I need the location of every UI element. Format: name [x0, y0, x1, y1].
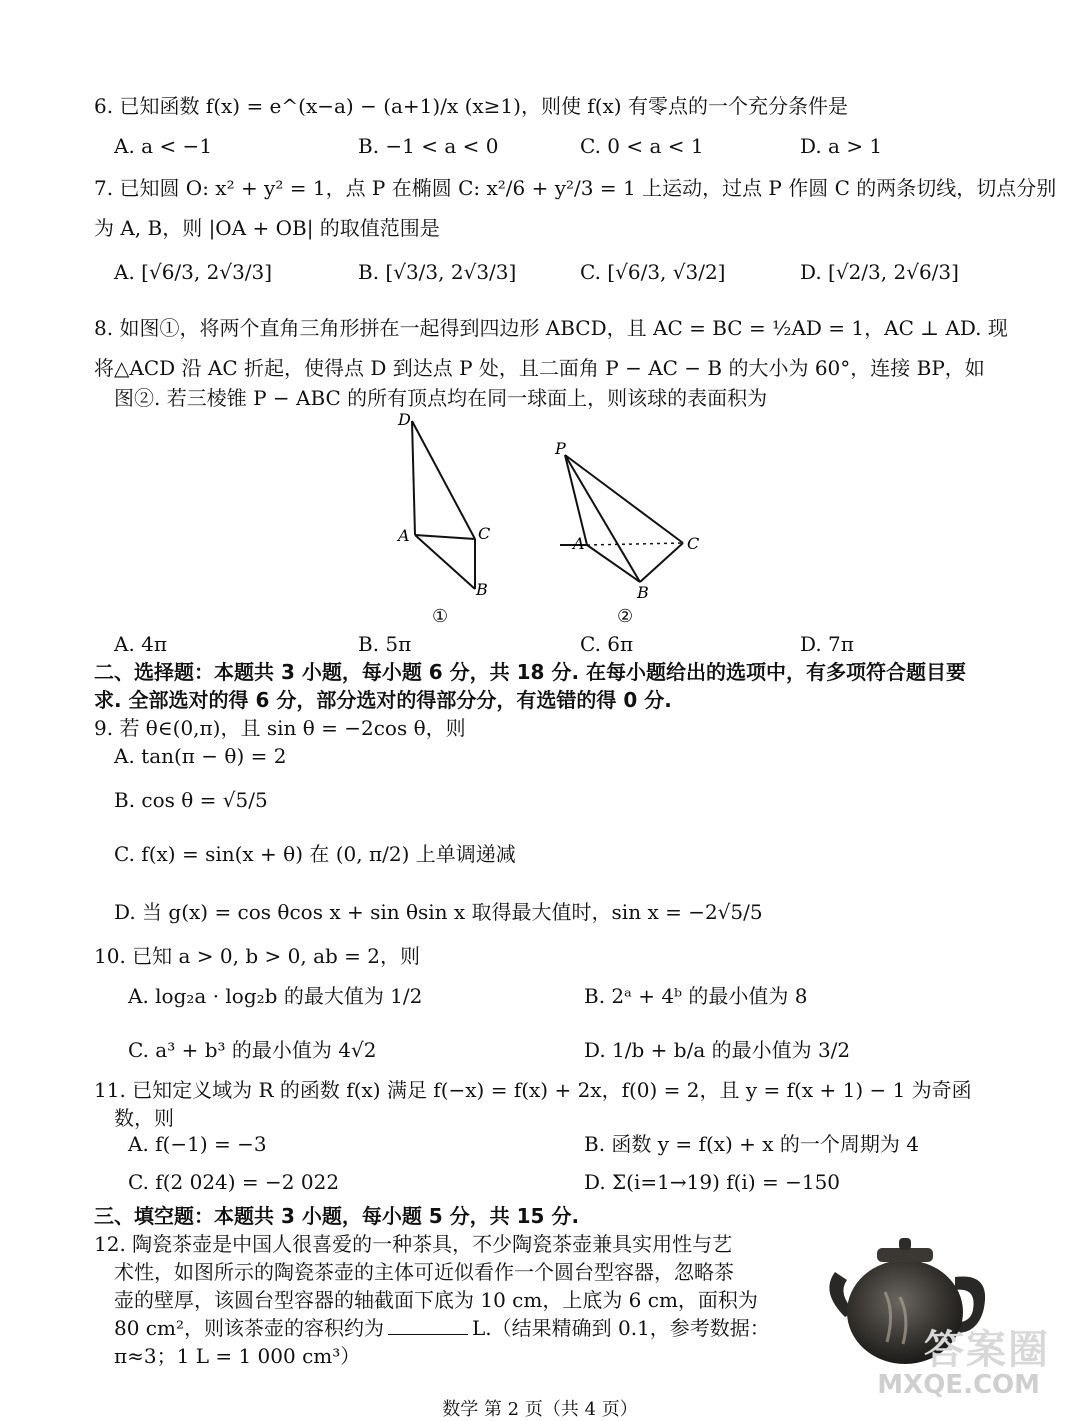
- teapot-lid: [877, 1248, 933, 1262]
- q11-line1: 11. 已知定义域为 R 的函数 f(x) 满足 f(−x) = f(x) + 2x，f(0) = 2，且 y = f(x + 1) − 1 为奇函: [94, 1078, 972, 1102]
- fig1-label-c: C: [478, 524, 491, 543]
- q11-option-b: B. 函数 y = f(x) + x 的一个周期为 4: [584, 1132, 920, 1156]
- q6-option-b: B. −1 < a < 0: [358, 134, 499, 158]
- fig2-edge-bc: [640, 543, 683, 582]
- q9-option-c: C. f(x) = sin(x + θ) 在 (0, π/2) 上单调递减: [114, 842, 516, 866]
- figure-2: [545, 430, 715, 605]
- q8-option-a: A. 4π: [114, 632, 168, 656]
- q7-option-d: D. [√2/3, 2√6/3]: [800, 260, 959, 284]
- q10-option-a: A. log₂a · log₂b 的最大值为 1/2: [128, 984, 423, 1008]
- q12-line3: 壶的壁厚，该圆台型容器的轴截面下底为 10 cm，上底为 6 cm，面积为: [114, 1288, 758, 1312]
- section-3-line1: 三、填空题：本题共 3 小题，每小题 5 分，共 15 分.: [94, 1204, 580, 1228]
- q8-line2: 将△ACD 沿 AC 折起，使得点 D 到达点 P 处，且二面角 P − AC − B 的大小为 60°，连接 BP，如: [94, 356, 985, 380]
- q11-line2: 数，则: [114, 1106, 174, 1130]
- q10-option-b: B. 2ᵃ + 4ᵇ 的最小值为 8: [584, 984, 808, 1008]
- q7-option-a: A. [√6/3, 2√3/3]: [114, 260, 273, 284]
- q10-stem: 10. 已知 a > 0, b > 0, ab = 2，则: [94, 944, 420, 968]
- q9-option-a: A. tan(π − θ) = 2: [114, 744, 287, 768]
- fig2-edge-ab: [587, 545, 640, 582]
- q8-line3: 图②. 若三棱锥 P − ABC 的所有顶点均在同一球面上，则该球的表面积为: [114, 386, 768, 410]
- q6-option-a: A. a < −1: [114, 134, 213, 158]
- section-2-line2: 求. 全部选对的得 6 分，部分选对的得部分分，有选错的得 0 分.: [94, 688, 672, 712]
- q6-option-c: C. 0 < a < 1: [580, 134, 704, 158]
- fig1-label-b: B: [476, 580, 488, 599]
- q8-option-b: B. 5π: [358, 632, 412, 656]
- q7-line2: 为 A, B，则 |OA + OB| 的取值范围是: [94, 216, 440, 240]
- q12-line4: [114, 1314, 770, 1342]
- page-footer: 数学 第 2 页（共 4 页）: [442, 1399, 638, 1420]
- fig1-label-a: A: [398, 526, 410, 545]
- q8-option-c: C. 6π: [580, 632, 634, 656]
- fig1-number: ①: [432, 606, 449, 627]
- q8-line1: 8. 如图①，将两个直角三角形拼在一起得到四边形 ABCD，且 AC = BC = ½AD = 1，AC ⊥ AD. 现: [94, 316, 1008, 340]
- watermark-logo: 答案圈: [924, 1327, 1050, 1373]
- fig1-edge-da: [412, 421, 415, 535]
- q9-option-b: B. cos θ = √5/5: [114, 788, 268, 812]
- fig1-edge-ac: [415, 535, 475, 539]
- answer-blank[interactable]: [388, 1316, 468, 1335]
- q12-line4-end: L.（结果精确到 0.1，参考数据：: [472, 1316, 770, 1340]
- q7-option-b: B. [√3/3, 2√3/3]: [358, 260, 517, 284]
- fig2-label-b: B: [637, 583, 649, 602]
- q11-option-c: C. f(2 024) = −2 022: [128, 1170, 340, 1194]
- fig1-edge-dc: [412, 421, 475, 539]
- fig2-label-a: A: [573, 534, 585, 553]
- q12-line5: π≈3；1 L = 1 000 cm³）: [114, 1344, 361, 1368]
- q7-line1: 7. 已知圆 O: x² + y² = 1，点 P 在椭圆 C: x²/6 + y²/3 = 1 上运动，过点 P 作圆 C 的两条切线，切点分别: [94, 176, 1057, 200]
- q11-option-d: D. Σ(i=1→19) f(i) = −150: [584, 1170, 841, 1194]
- fig2-label-c: C: [687, 534, 700, 553]
- fig2-edge-ac-hidden: [587, 543, 683, 545]
- fig1-edge-ab: [415, 535, 475, 589]
- section-2-line1: 二、选择题：本题共 3 小题，每小题 6 分，共 18 分. 在每小题给出的选项中，有多项符合题目要: [94, 660, 967, 684]
- q11-option-a: A. f(−1) = −3: [128, 1132, 267, 1156]
- fig2-label-p: P: [555, 439, 566, 458]
- watermark-url: MXQE.COM: [877, 1370, 1040, 1400]
- q9-stem: 9. 若 θ∈(0,π)，且 sin θ = −2cos θ，则: [94, 716, 466, 740]
- teapot-knob: [899, 1238, 911, 1250]
- q6-stem: 6. 已知函数 f(x) = e^(x−a) − (a+1)/x (x≥1)，则使 f(x) 有零点的一个充分条件是: [94, 94, 848, 118]
- q8-option-d: D. 7π: [800, 632, 854, 656]
- q6-option-d: D. a > 1: [800, 134, 883, 158]
- q12-line2: 术性，如图所示的陶瓷茶壶的主体可近似看作一个圆台型容器，忽略茶: [114, 1260, 734, 1284]
- q7-option-c: C. [√6/3, √3/2]: [580, 260, 726, 284]
- q10-option-c: C. a³ + b³ 的最小值为 4√2: [128, 1038, 377, 1062]
- fig2-edge-pb: [565, 455, 640, 582]
- q12-line1: 12. 陶瓷茶壶是中国人很喜爱的一种茶具，不少陶瓷茶壶兼具实用性与艺: [94, 1232, 733, 1256]
- fig1-label-d: D: [398, 410, 411, 429]
- q10-option-d: D. 1/b + b/a 的最小值为 3/2: [584, 1038, 851, 1062]
- q12-line4-start: 80 cm²，则该茶壶的容积约为: [114, 1316, 384, 1340]
- fig2-number: ②: [617, 606, 634, 627]
- figure-1: [380, 405, 520, 605]
- q9-option-d: D. 当 g(x) = cos θcos x + sin θsin x 取得最大值时，sin x = −2√5/5: [114, 900, 763, 924]
